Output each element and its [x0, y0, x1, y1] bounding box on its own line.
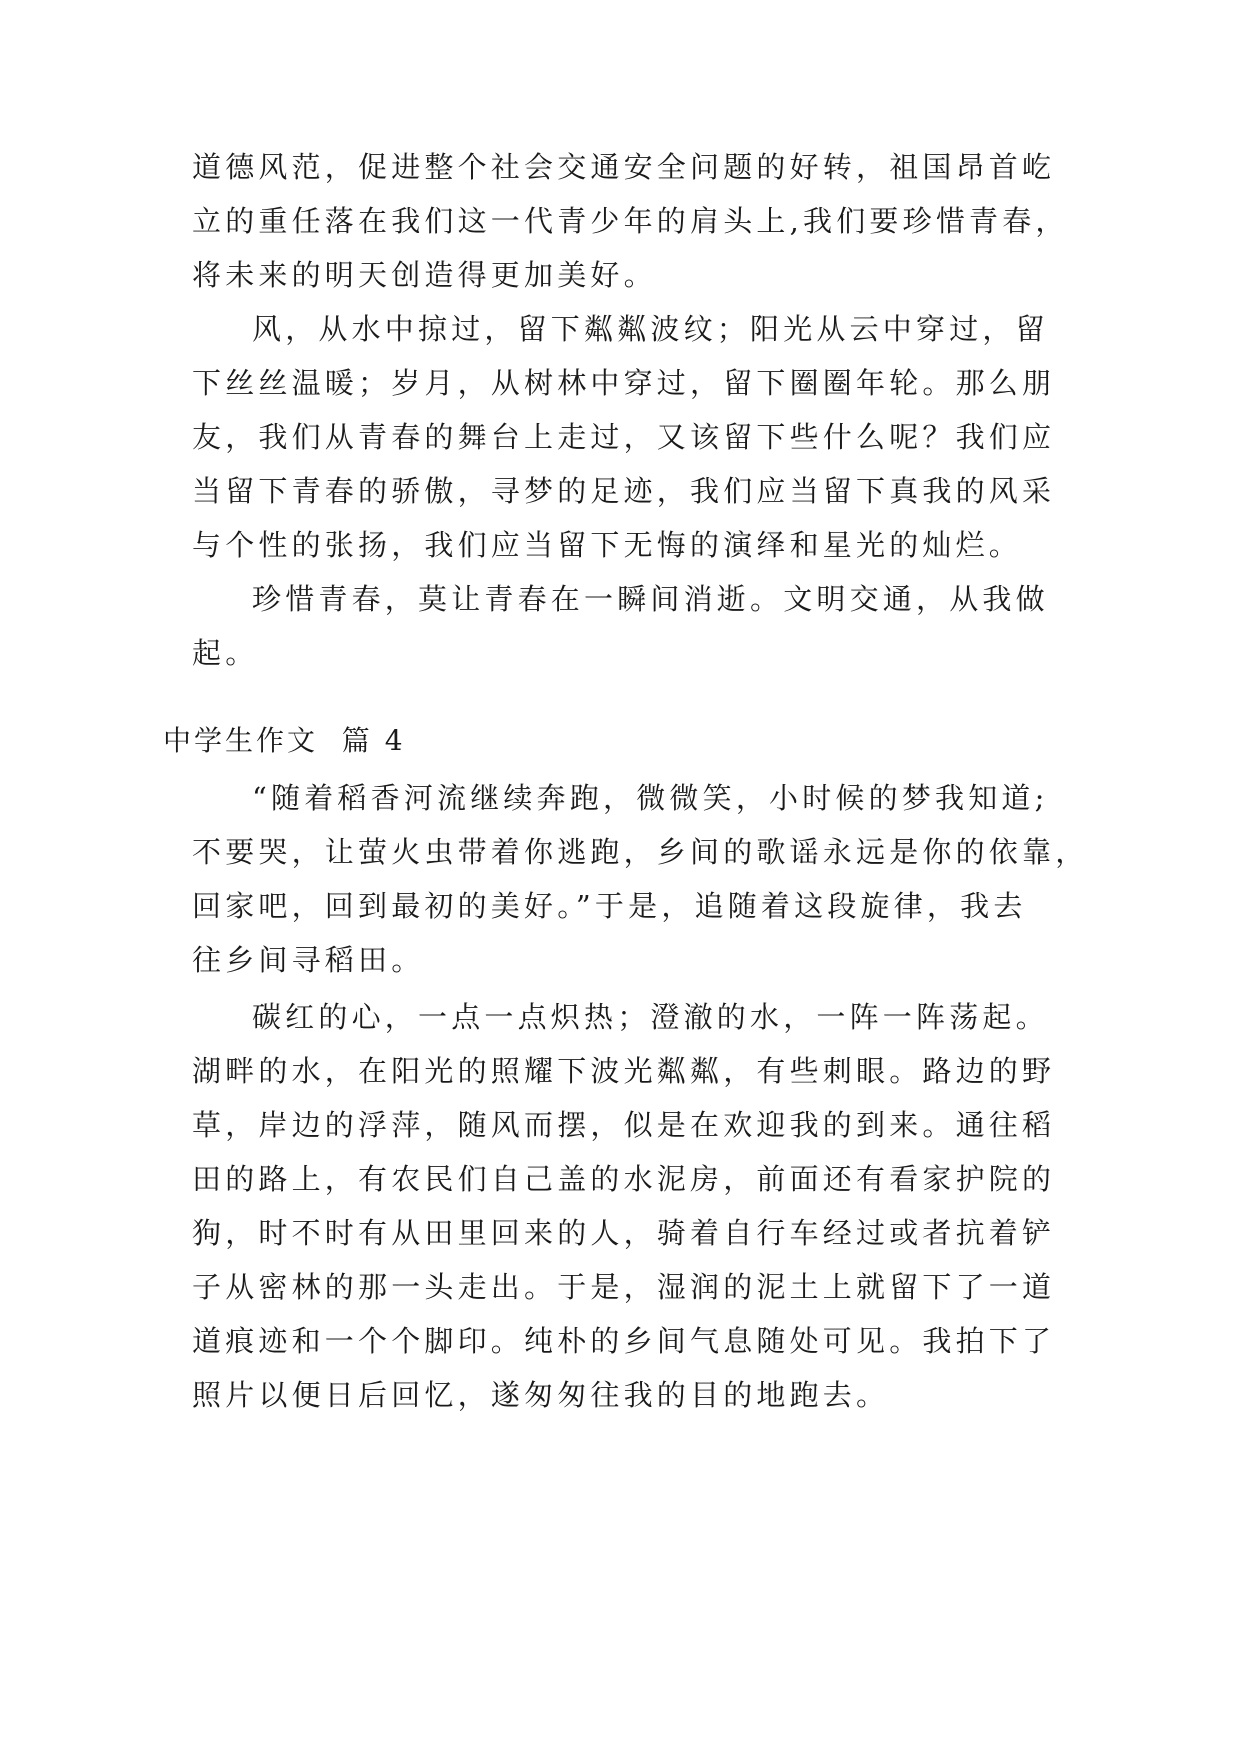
- paragraph-line: 立的重任落在我们这一代青少年的肩头上,我们要珍惜青春，: [192, 204, 1069, 238]
- paragraph-line: 狗，时不时有从田里回来的人，骑着自行车经过或者抗着铲: [192, 1216, 1056, 1250]
- paragraph-line: 当留下青春的骄傲，寻梦的足迹，我们应当留下真我的风采: [192, 474, 1056, 508]
- paragraph-line: “随着稻香河流继续奔跑，微微笑，小时候的梦我知道;: [252, 781, 1049, 815]
- paragraph-line: 下丝丝温暖；岁月，从树林中穿过，留下圈圈年轮。那么朋: [192, 366, 1056, 400]
- paragraph-line: 往乡间寻稻田。: [192, 943, 425, 977]
- paragraph-line: 将未来的明天创造得更加美好。: [192, 258, 657, 292]
- paragraph-line: 田的路上，有农民们自己盖的水泥房，前面还有看家护院的: [192, 1162, 1056, 1196]
- paragraph-line: 碳红的心，一点一点炽热；澄澈的水，一阵一阵荡起。: [252, 1000, 1049, 1034]
- paragraph-line: 道痕迹和一个个脚印。纯朴的乡间气息随处可见。我拍下了: [192, 1324, 1056, 1358]
- paragraph-line: 珍惜青春，莫让青春在一瞬间消逝。文明交通，从我做: [252, 582, 1049, 616]
- section-heading: 中学生作文 篇 4: [163, 724, 406, 757]
- paragraph-line: 起。: [192, 636, 259, 670]
- paragraph-line: 回家吧，回到最初的美好。”于是，追随着这段旋律，我去: [192, 889, 1027, 923]
- paragraph-line: 风，从水中掠过，留下粼粼波纹；阳光从云中穿过，留: [252, 312, 1049, 346]
- paragraph-line: 湖畔的水，在阳光的照耀下波光粼粼，有些刺眼。路边的野: [192, 1054, 1056, 1088]
- paragraph-line: 道德风范，促进整个社会交通安全问题的好转，祖国昂首屹: [192, 150, 1056, 184]
- paragraph-line: 不要哭，让萤火虫带着你逃跑，乡间的歌谣永远是你的依靠，: [192, 835, 1089, 869]
- paragraph-line: 与个性的张扬，我们应当留下无悔的演绎和星光的灿烂。: [192, 528, 1023, 562]
- paragraph-line: 照片以便日后回忆，遂匆匆往我的目的地跑去。: [192, 1378, 890, 1412]
- paragraph-line: 友，我们从青春的舞台上走过，又该留下些什么呢？我们应: [192, 420, 1056, 454]
- paragraph-line: 子从密林的那一头走出。于是，湿润的泥土上就留下了一道: [192, 1270, 1056, 1304]
- paragraph-line: 草，岸边的浮萍，随风而摆，似是在欢迎我的到来。通往稻: [192, 1108, 1056, 1142]
